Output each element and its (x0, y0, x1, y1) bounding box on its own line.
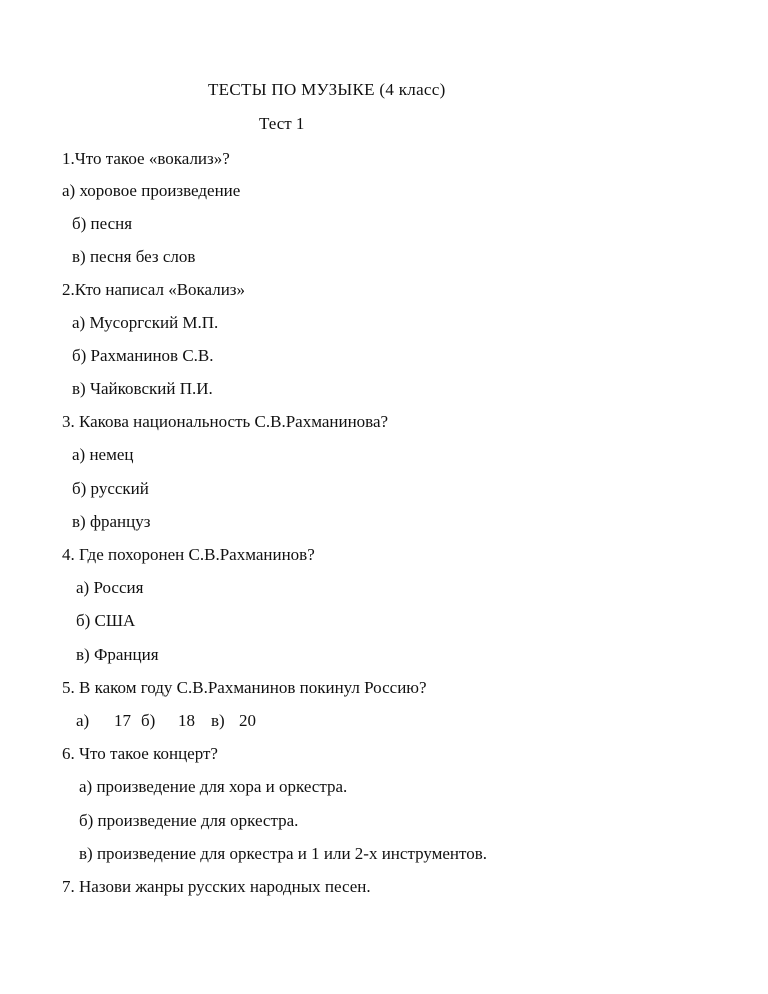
question-6-option-c: в) произведение для оркестра и 1 или 2-х инструментов. (79, 844, 488, 863)
question-6: 6. Что такое концерт? (62, 744, 218, 763)
question-4-option-c: в) Франция (76, 645, 159, 664)
question-3-option-a: а) немец (72, 445, 134, 464)
question-1-option-b: б) песня (72, 214, 133, 233)
question-3-option-c: в) француз (72, 512, 151, 531)
question-5-label-b: б) (141, 711, 156, 730)
question-5-value-b: 18 (178, 711, 195, 730)
question-5: 5. В каком году С.В.Рахманинов покинул Россию? (62, 678, 427, 697)
question-3: 3. Какова национальность С.В.Рахманинова? (62, 412, 389, 431)
test-number: Тест 1 (259, 114, 305, 133)
page-title: ТЕСТЫ ПО МУЗЫКЕ (4 класс) (208, 80, 446, 99)
question-4: 4. Где похоронен С.В.Рахманинов? (62, 545, 315, 564)
question-6-option-a: а) произведение для хора и оркестра. (79, 777, 348, 796)
question-5-label-c: в) (211, 711, 225, 730)
question-5-label-a: а) (76, 711, 90, 730)
question-2-option-b: б) Рахманинов С.В. (72, 346, 214, 365)
question-4-option-b: б) США (76, 611, 136, 630)
question-2: 2.Кто написал «Вокализ» (62, 280, 246, 299)
question-6-option-b: б) произведение для оркестра. (79, 811, 299, 830)
question-5-value-a: 17 (114, 711, 131, 730)
question-5-value-c: 20 (239, 711, 256, 730)
question-5-options (76, 711, 256, 731)
question-3-option-b: б) русский (72, 479, 149, 498)
question-7: 7. Назови жанры русских народных песен. (62, 877, 371, 896)
question-1: 1.Что такое «вокализ»? (62, 149, 230, 168)
question-4-option-a: а) Россия (76, 578, 144, 597)
question-1-option-c: в) песня без слов (72, 247, 196, 266)
question-2-option-c: в) Чайковский П.И. (72, 379, 213, 398)
question-2-option-a: а) Мусоргский М.П. (72, 313, 219, 332)
question-1-option-a: а) хоровое произведение (62, 181, 241, 200)
